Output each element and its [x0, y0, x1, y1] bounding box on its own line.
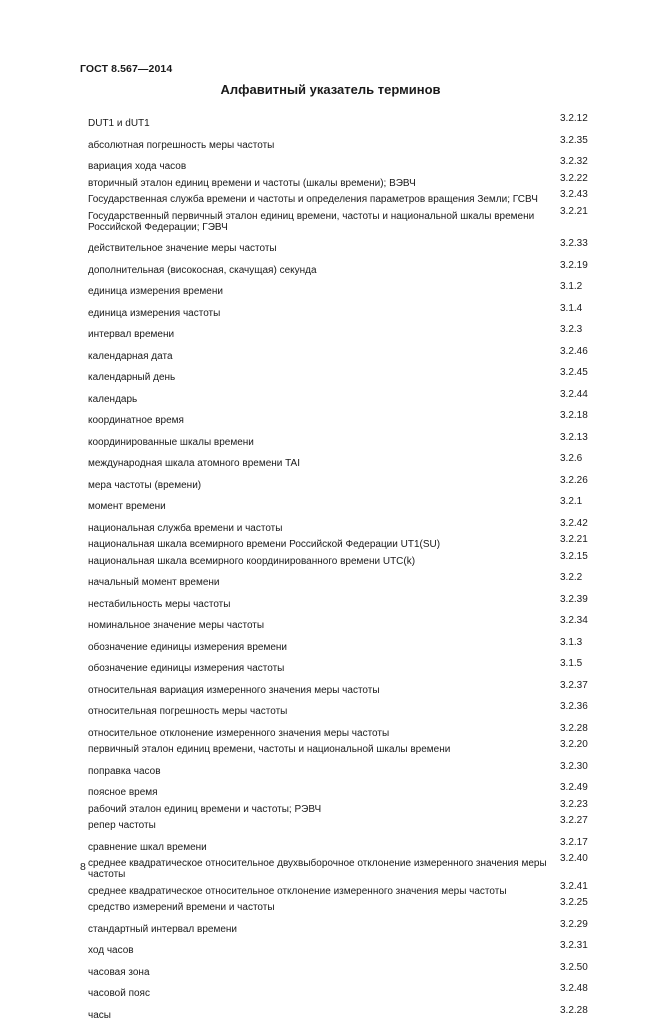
index-entry: [88, 853, 598, 880]
index-entry: [88, 701, 598, 717]
index-term: единица измерения частоты: [88, 307, 221, 319]
index-ref-number: 3.2.25: [560, 897, 588, 908]
index-term: интервал времени: [88, 329, 175, 340]
index-ref-number: 3.2.27: [560, 815, 588, 826]
index-ref-number: 3.2.40: [560, 853, 588, 864]
index-ref-number: 3.2.41: [560, 880, 588, 892]
index-term: часовая зона: [88, 966, 150, 978]
page-number: 8: [80, 861, 86, 873]
index-term: обозначение единицы измерения частоты: [88, 663, 285, 674]
index-term: национальная служба времени и частоты: [88, 522, 283, 534]
index-term: момент времени: [88, 501, 166, 512]
index-ref-number: 3.2.33: [560, 238, 588, 249]
index-entry: [88, 962, 598, 978]
index-entry: [88, 534, 598, 550]
index-ref-number: 3.1.5: [560, 658, 583, 669]
index-term: рабочий эталон единиц времени и частоты; РЭВЧ: [88, 803, 322, 815]
index-ref-number: 3.2.28: [560, 722, 588, 734]
index-ref-number: 3.2.36: [560, 701, 588, 712]
index-entry: [88, 919, 598, 935]
index-entry: [88, 615, 598, 631]
index-ref-number: 3.2.46: [560, 345, 588, 357]
index-entry: [88, 324, 598, 340]
index-ref-number: 3.2.28: [560, 1004, 588, 1016]
index-ref-number: 3.2.50: [560, 961, 588, 973]
index-ref-number: 3.2.23: [560, 798, 588, 810]
index-term: вторичный эталон единиц времени и частоты (шкалы времени); ВЭВЧ: [88, 177, 416, 189]
index-ref-number: 3.2.37: [560, 679, 588, 691]
index-term: относительная погрешность меры частоты: [88, 706, 288, 717]
index-entry: [88, 799, 598, 815]
index-ref-number: 3.2.21: [560, 205, 588, 217]
index-entry: [88, 680, 598, 696]
index-ref-number: 3.2.19: [560, 259, 588, 271]
index-entry: [88, 637, 598, 653]
index-term: стандартный интервал времени: [88, 923, 237, 935]
index-entry: [88, 594, 598, 610]
index-term: репер частоты: [88, 820, 156, 831]
index-ref-number: 3.2.44: [560, 388, 588, 400]
index-ref-number: 3.2.26: [560, 474, 588, 486]
index-ref-number: 3.2.39: [560, 593, 588, 605]
index-term: ход часов: [88, 945, 134, 956]
index-entry: [88, 281, 598, 297]
index-ref-number: 3.1.2: [560, 281, 583, 292]
index-term: сравнение шкал времени: [88, 841, 207, 853]
index-entry: [88, 723, 598, 739]
index-ref-number: 3.2.13: [560, 431, 588, 443]
index-ref-number: 3.2.32: [560, 156, 588, 167]
index-entry: [88, 658, 598, 674]
index-ref-number: 3.2.6: [560, 453, 583, 464]
index-term: координированные шкалы времени: [88, 436, 254, 448]
index-ref-number: 3.2.1: [560, 496, 583, 507]
index-entry: [88, 897, 598, 913]
index-term: среднее квадратическое относительное отклонение измеренного значения меры частоты: [88, 885, 507, 897]
index-entry: [88, 206, 598, 233]
index-ref-number: 3.2.34: [560, 615, 588, 626]
index-ref-number: 3.2.43: [560, 189, 588, 200]
index-term: календарь: [88, 393, 138, 405]
index-ref-number: 3.2.20: [560, 739, 588, 750]
index-entry: [88, 782, 598, 798]
index-entry: [88, 1005, 598, 1021]
index-entry: [88, 410, 598, 426]
index-entry: [88, 260, 598, 276]
index-term: часовой пояс: [88, 988, 150, 999]
index-ref-number: 3.2.18: [560, 410, 588, 421]
index-entry: [88, 135, 598, 151]
index-term: среднее квадратическое относительное двухвыборочное отклонение измеренного значения меры частоты: [88, 858, 547, 880]
index-term: первичный эталон единиц времени, частоты и национальной шкалы времени: [88, 744, 451, 755]
index-entry: [88, 518, 598, 534]
index-entry: [88, 837, 598, 853]
index-term: дополнительная (високосная, скачущая) секунда: [88, 264, 317, 276]
index-ref-number: 3.1.3: [560, 636, 583, 648]
index-term: Государственная служба времени и частоты и определения параметров вращения Земли; ГСВЧ: [88, 194, 538, 205]
index-ref-number: 3.2.29: [560, 918, 588, 930]
index-term: абсолютная погрешность меры частоты: [88, 139, 275, 151]
index-entry: [88, 815, 598, 831]
index-term: Государственный первичный эталон единиц времени, частоты и национальной шкалы времени Российской Федерации; ГЭВЧ: [88, 210, 535, 233]
index-ref-number: 3.2.3: [560, 324, 583, 335]
index-term: единица измерения времени: [88, 286, 223, 297]
index-ref-number: 3.2.12: [560, 113, 588, 124]
index-ref-number: 3.2.48: [560, 983, 588, 994]
index-entry: [88, 572, 598, 588]
index-term: мера частоты (времени): [88, 479, 202, 491]
index-ref-number: 3.2.31: [560, 940, 588, 951]
index-entry: [88, 189, 598, 205]
index-title: Алфавитный указатель терминов: [220, 82, 441, 97]
index-entry: [88, 761, 598, 777]
index-entry: [88, 113, 598, 129]
index-ref-number: 3.2.17: [560, 836, 588, 848]
index-term: координатное время: [88, 415, 184, 426]
index-entry: [88, 389, 598, 405]
index-term: DUT1 и dUT1: [88, 118, 150, 129]
index-ref-number: 3.2.35: [560, 134, 588, 146]
index-term: средство измерений времени и частоты: [88, 902, 275, 913]
index-entry: [88, 367, 598, 383]
index-entry: [88, 496, 598, 512]
index-entry: [88, 453, 598, 469]
index-entry: [88, 475, 598, 491]
index-ref-number: 3.2.22: [560, 172, 588, 184]
index-term: вариация хода часов: [88, 161, 187, 172]
index-entry: [88, 940, 598, 956]
index-term: календарный день: [88, 372, 176, 383]
index-entry: [88, 551, 598, 567]
index-ref-number: 3.2.45: [560, 367, 588, 378]
term-index: [88, 113, 598, 1026]
index-term: международная шкала атомного времени TAI: [88, 458, 300, 469]
index-entry: [88, 432, 598, 448]
index-term: поясное время: [88, 787, 158, 798]
index-ref-number: 3.2.49: [560, 782, 588, 793]
index-term: национальная шкала всемирного времени Российской Федерации UT1(SU): [88, 539, 441, 550]
index-term: относительное отклонение измеренного значения меры частоты: [88, 727, 390, 739]
index-ref-number: 3.2.15: [560, 550, 588, 562]
index-ref-number: 3.1.4: [560, 302, 583, 314]
index-entry: [88, 173, 598, 189]
index-entry: [88, 739, 598, 755]
index-entry: [88, 303, 598, 319]
index-term: нестабильность меры частоты: [88, 598, 231, 610]
index-term: номинальное значение меры частоты: [88, 620, 265, 631]
index-entry: [88, 983, 598, 999]
document-header: ГОСТ 8.567—2014: [80, 63, 173, 75]
index-term: относительная вариация измеренного значения меры частоты: [88, 684, 380, 696]
index-ref-number: 3.2.2: [560, 572, 583, 583]
index-entry: [88, 156, 598, 172]
index-term: национальная шкала всемирного координированного времени UTC(k): [88, 555, 416, 567]
index-entry: [88, 346, 598, 362]
index-entry: [88, 238, 598, 254]
index-ref-number: 3.2.21: [560, 534, 588, 545]
index-ref-number: 3.2.30: [560, 760, 588, 772]
index-term: часы: [88, 1009, 111, 1021]
index-term: поправка часов: [88, 765, 161, 777]
index-term: действительное значение меры частоты: [88, 243, 277, 254]
index-ref-number: 3.2.42: [560, 517, 588, 529]
index-term: начальный момент времени: [88, 577, 220, 588]
index-term: календарная дата: [88, 350, 173, 362]
index-term: обозначение единицы измерения времени: [88, 641, 287, 653]
index-entry: [88, 881, 598, 897]
